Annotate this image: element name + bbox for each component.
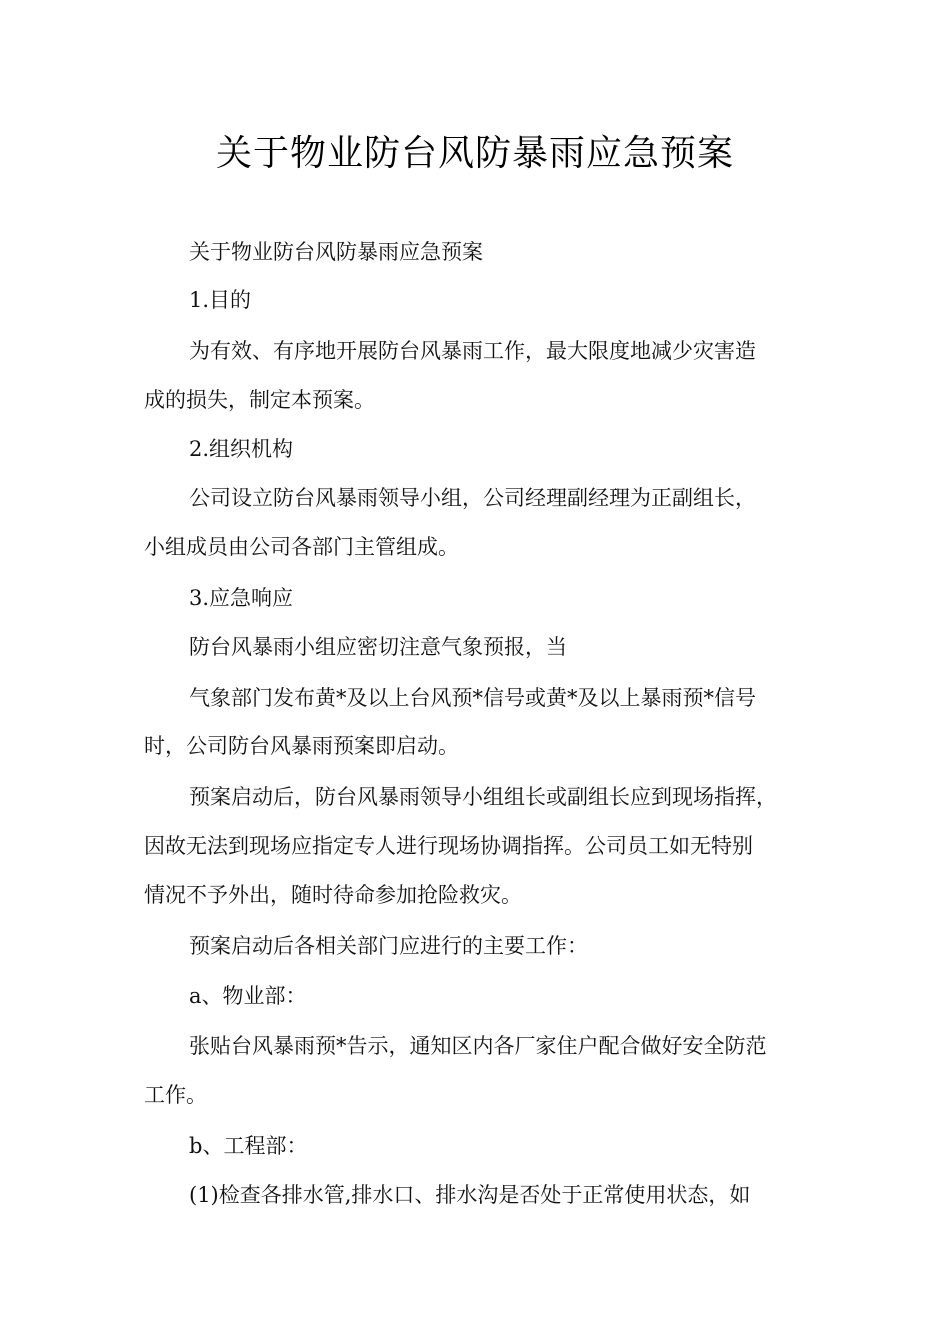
paragraph-line: 预案启动后，防台风暴雨领导小组组长或副组长应到现场指挥， [189,785,777,809]
paragraph-line: 工作。 [144,1083,207,1107]
paragraph-line: 公司设立防台风暴雨领导小组，公司经理副经理为正副组长， [189,486,756,510]
document-title: 关于物业防台风防暴雨应急预案 [215,133,734,174]
paragraph-line: 成的损失，制定本预案。 [144,388,375,412]
subtitle-line: 关于物业防台风防暴雨应急预案 [189,240,483,264]
paragraph-line: 防台风暴雨小组应密切注意气象预报，当 [189,635,567,659]
paragraph-line: 张贴台风暴雨预*告示，通知区内各厂家住户配合做好安全防范 [189,1034,767,1058]
paragraph-line: 为有效、有序地开展防台风暴雨工作，最大限度地减少灾害造 [189,339,756,363]
paragraph-line: (1)检查各排水管,排水口、排水沟是否处于正常使用状态，如 [189,1183,751,1207]
section-heading-organization: 2.组织机构 [189,437,294,461]
section-heading-purpose: 1.目的 [189,288,252,312]
paragraph-line: 情况不予外出，随时待命参加抢险救灾。 [144,883,522,907]
paragraph-line: 气象部门发布黄*及以上台风预*信号或黄*及以上暴雨预*信号 [189,686,756,710]
paragraph-line: 时，公司防台风暴雨预案即启动。 [144,734,459,758]
paragraph-line: 预案启动后各相关部门应进行的主要工作： [189,934,588,958]
subsection-heading-engineering: b、工程部： [189,1134,308,1158]
paragraph-line: 小组成员由公司各部门主管组成。 [144,535,459,559]
section-heading-response: 3.应急响应 [189,586,294,610]
subsection-heading-property: a、物业部： [189,984,307,1008]
paragraph-line: 因故无法到现场应指定专人进行现场协调指挥。公司员工如无特别 [144,834,753,858]
